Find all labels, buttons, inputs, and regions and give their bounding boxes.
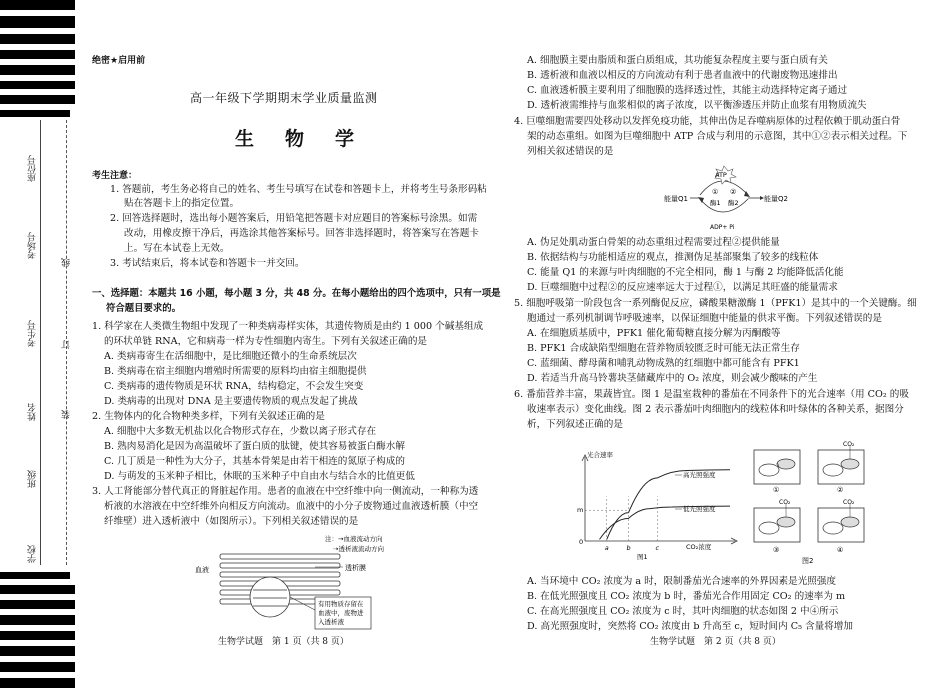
energy-q1-label: 能量Q1 <box>664 195 688 203</box>
class-label: 班级 <box>28 470 38 488</box>
option: C. 几丁质是一种性为大分子，其基本骨架是由若干相连的氮原子构成的 <box>104 456 405 467</box>
option: D. 透析液需维持与血浆相似的离子浓度，以平衡渗透压并防止血浆有用物质流失 <box>527 100 867 111</box>
x-tick-c: c <box>655 544 660 552</box>
co2-label: CO₂ <box>779 499 791 506</box>
option: D. 巨噬细胞中过程②的反应速率远大于过程①，以满足其旺盛的能量需求 <box>527 282 838 293</box>
blood-label: 血液 <box>195 566 209 574</box>
note-line: 3. 考试结束后，将本试卷和答题卡一并交回。 <box>110 258 305 269</box>
notes-heading: 考生注意： <box>92 171 138 181</box>
panel-4-label: ④ <box>837 546 844 554</box>
exam-title: 高一年级下学期期末学业质量监测 <box>190 91 378 105</box>
figure-1-chart <box>565 445 750 560</box>
chart-axes <box>582 455 737 544</box>
option: D. 若适当升高马铃薯块茎储藏库中的 O₂ 浓度，则会减少酸味的产生 <box>527 373 818 384</box>
process-2-label: ② <box>730 188 737 196</box>
question-3: 3. 人工肾能部分替代真正的肾脏起作用。患者的血液在中空纤维中向一侧流动，一种称为透 <box>92 486 479 497</box>
option: C. 在高光照强度且 CO₂ 浓度为 c 时，其叶肉细胞的状态如图 2 中④所示 <box>527 606 839 617</box>
panel-3 <box>754 499 800 554</box>
secret-mark: 绝密★启用前 <box>92 56 146 66</box>
panel-1 <box>754 450 800 494</box>
option: C. 能量 Q1 的来源与叶肉细胞的不完全相同，酶 1 与酶 2 均能降低活化能 <box>527 267 844 278</box>
enzyme-2-label: 酶2 <box>728 199 739 207</box>
figure-2-title: 图2 <box>802 557 814 565</box>
note-line: 1. 答题前，考生务必将自己的姓名、考生号填写在试卷和答题卡上，并将考生号条形码粘 <box>110 184 487 195</box>
waste-label-1: 有用物质存留在 <box>318 600 364 608</box>
footer-left: 生物学试题 第 1 页（共 8 页） <box>218 637 349 647</box>
question-line: 的环状单链 RNA，它和病毒一样为专性细胞内寄生。下列有关叙述正确的是 <box>104 336 428 347</box>
option: D. 与萌发的玉米种子相比，休眠的玉米种子中自由水与结合水的比值更低 <box>104 471 415 482</box>
option: A. 细胞中大多数无机盐以化合物形式存在，少数以离子形式存在 <box>104 426 377 437</box>
option: B. 依据结构与功能相适应的观点，推测伪足基部聚集了较多的线粒体 <box>527 252 819 263</box>
option: C. 血液透析膜主要利用了细胞膜的选择透过性，其能主动选择特定离子通过 <box>527 85 848 96</box>
x-tick-a: a <box>604 544 609 552</box>
section-heading-cont: 符合题目要求的。 <box>106 303 182 314</box>
co2-label: CO₂ <box>843 441 855 448</box>
option: B. 在低光照强度且 CO₂ 浓度为 b 时，番茄光合作用固定 CO₂ 的速率为 m <box>527 591 846 602</box>
series-label-low: 低光照强度 <box>683 505 716 513</box>
y-axis-label: 光合速率 <box>587 451 613 459</box>
dialysis-figure <box>195 532 455 632</box>
exam-room-label: 考场号 <box>28 232 38 259</box>
option: A. 伪足处肌动蛋白骨架的动态重组过程需要过程②提供能量 <box>527 237 780 248</box>
cut-line-label: 线 <box>62 258 72 267</box>
enzyme-1-label: 酶1 <box>710 199 721 207</box>
question-line: 析液的水溶液在中空纤维外向相反方向流动。血液中的小分子废物通过血液透析膜（中空 <box>104 501 479 512</box>
legend-dialysate: ⇢透析液流动方向 <box>333 545 384 553</box>
question-line: 收速率表示）变化曲线。图 2 表示番茄叶肉细胞内的线粒体和叶绿体的各种关系，据图分 <box>527 404 904 415</box>
question-6: 6. 番茄营养丰富，果蔬皆宜。图 1 是温室栽种的番茄在不同条件下的光合速率（用 CO₂ 的吸 <box>514 389 909 400</box>
note-line: 上。写在本试卷上无效。 <box>124 243 230 254</box>
x-axis-label: CO₂浓度 <box>686 543 712 551</box>
question-line: 列相关叙述错误的是 <box>527 146 614 157</box>
question-line: 胞通过一系列机制调节呼吸速率，以保证细胞中能量的供求平衡。下列叙述错误的是 <box>527 313 882 324</box>
y-tick-m: m <box>577 506 584 515</box>
option: B. PFK1 合成缺陷型细胞在营养物质较匮乏时可能无法正常生存 <box>527 343 800 354</box>
energy-q2-label: 能量Q2 <box>764 195 788 203</box>
panel-1-label: ① <box>773 486 780 494</box>
name-label: 姓名 <box>28 403 38 421</box>
note-line: 2. 回答选择题时，选出每小题答案后，用铅笔把答题卡对应题目的答案标号涂黑。如需 <box>110 213 478 224</box>
option: A. 细胞膜主要由脂质和蛋白质组成，其功能复杂程度主要与蛋白质有关 <box>527 55 828 66</box>
panel-2-label: ② <box>837 486 844 494</box>
y-tick-zero: 0 <box>579 538 584 546</box>
co2-label: CO₂ <box>843 499 855 506</box>
note-line: 改动，用橡皮擦干净后，再选涂其他答案标号。回答非选择题时，将答案写在答题卡 <box>124 228 479 239</box>
seat-number-label: 座位号 <box>28 155 38 182</box>
school-label: 学校 <box>28 545 38 563</box>
question-line: 析，下列叙述正确的是 <box>527 419 623 430</box>
option: A. 在细胞质基质中，PFK1 催化葡萄糖直接分解为丙酮酸等 <box>527 328 781 339</box>
question-5: 5. 细胞呼吸第一阶段包含一系列酶促反应，磷酸果糖激酶 1（PFK1）是其中的一个关键酶。细 <box>514 298 917 309</box>
option: B. 类病毒在宿主细胞内增殖时所需要的原料均由宿主细胞提供 <box>104 366 367 377</box>
section-heading: 一、选择题：本题共 16 小题，每小题 3 分，共 48 分。在每小题给出的四个选项中，只有一项是 <box>92 288 501 299</box>
option: D. 高光照强度时，突然将 CO₂ 浓度由 b 升高至 c，短时间内 C₅ 含量将增加 <box>527 621 853 632</box>
atp-cycle-figure <box>660 163 800 233</box>
process-1-label: ① <box>712 188 719 196</box>
series-label-high: 高光照强度 <box>683 471 716 479</box>
binding-label: 订 <box>62 340 72 349</box>
question-line: 架的动态重组。如图为巨噬细胞中 ATP 合成与利用的示意图，其中①②表示相关过程。下 <box>527 131 908 142</box>
waste-label-3: 入透析液 <box>318 618 344 626</box>
option: B. 熟肉易消化是因为高温破坏了蛋白质的肽键，使其容易被蛋白酶水解 <box>104 441 405 452</box>
question-line: 纤维壁）进入透析液中（如图所示）。下列相关叙述错误的是 <box>104 516 359 527</box>
option: A. 类病毒寄生在活细胞中，是比细胞还微小的生命系统层次 <box>104 351 357 362</box>
note-line: 贴在答题卡上的指定位置。 <box>124 198 240 209</box>
waste-label-2: 血液中，废物进 <box>318 609 364 617</box>
question-1: 1. 科学家在人类微生物组中发现了一种类病毒样实体，其遗传物质是由约 1 000 个碱基组成 <box>92 321 484 332</box>
panel-2 <box>818 441 864 494</box>
option: C. 蓝细菌、酵母菌和哺乳动物成熟的红细胞中都可能含有 PFK1 <box>527 358 800 369</box>
panel-4 <box>818 499 864 554</box>
option: C. 类病毒的遗传物质是环状 RNA，结构稳定，不会发生突变 <box>104 381 364 392</box>
atp-label: ATP <box>715 171 727 179</box>
option: D. 类病毒的出现对 DNA 是主要遗传物质的观点发起了挑战 <box>104 396 358 407</box>
adp-label: ADP+ Pi <box>710 224 735 231</box>
x-tick-b: b <box>626 544 631 552</box>
question-4: 4. 巨噬细胞需要四处移动以发挥免疫功能，其伸出伪足吞噬病原体的过程依赖于肌动蛋白骨 <box>514 116 901 127</box>
staple-label: 装 <box>62 410 72 419</box>
figure-1-title: 图1 <box>637 553 648 560</box>
footer-right: 生物学试题 第 2 页（共 8 页） <box>650 637 781 647</box>
legend-blood: 注：→血液流动方向 <box>325 535 383 543</box>
question-2: 2. 生物体内的化合物种类多样，下列有关叙述正确的是 <box>92 411 325 422</box>
membrane-label: 透析膜 <box>345 564 366 572</box>
option: B. 透析液和血液以相反的方向流动有利于患者血液中的代谢废物迅速排出 <box>527 70 838 81</box>
panel-3-label: ③ <box>773 546 780 554</box>
subject-title: 生 物 学 <box>235 128 361 150</box>
candidate-number-label: 考生号 <box>28 320 38 347</box>
figure-2-panels <box>748 440 878 565</box>
option: A. 当环境中 CO₂ 浓度为 a 时，限制番茄光合速率的外界因素是光照强度 <box>527 576 837 587</box>
